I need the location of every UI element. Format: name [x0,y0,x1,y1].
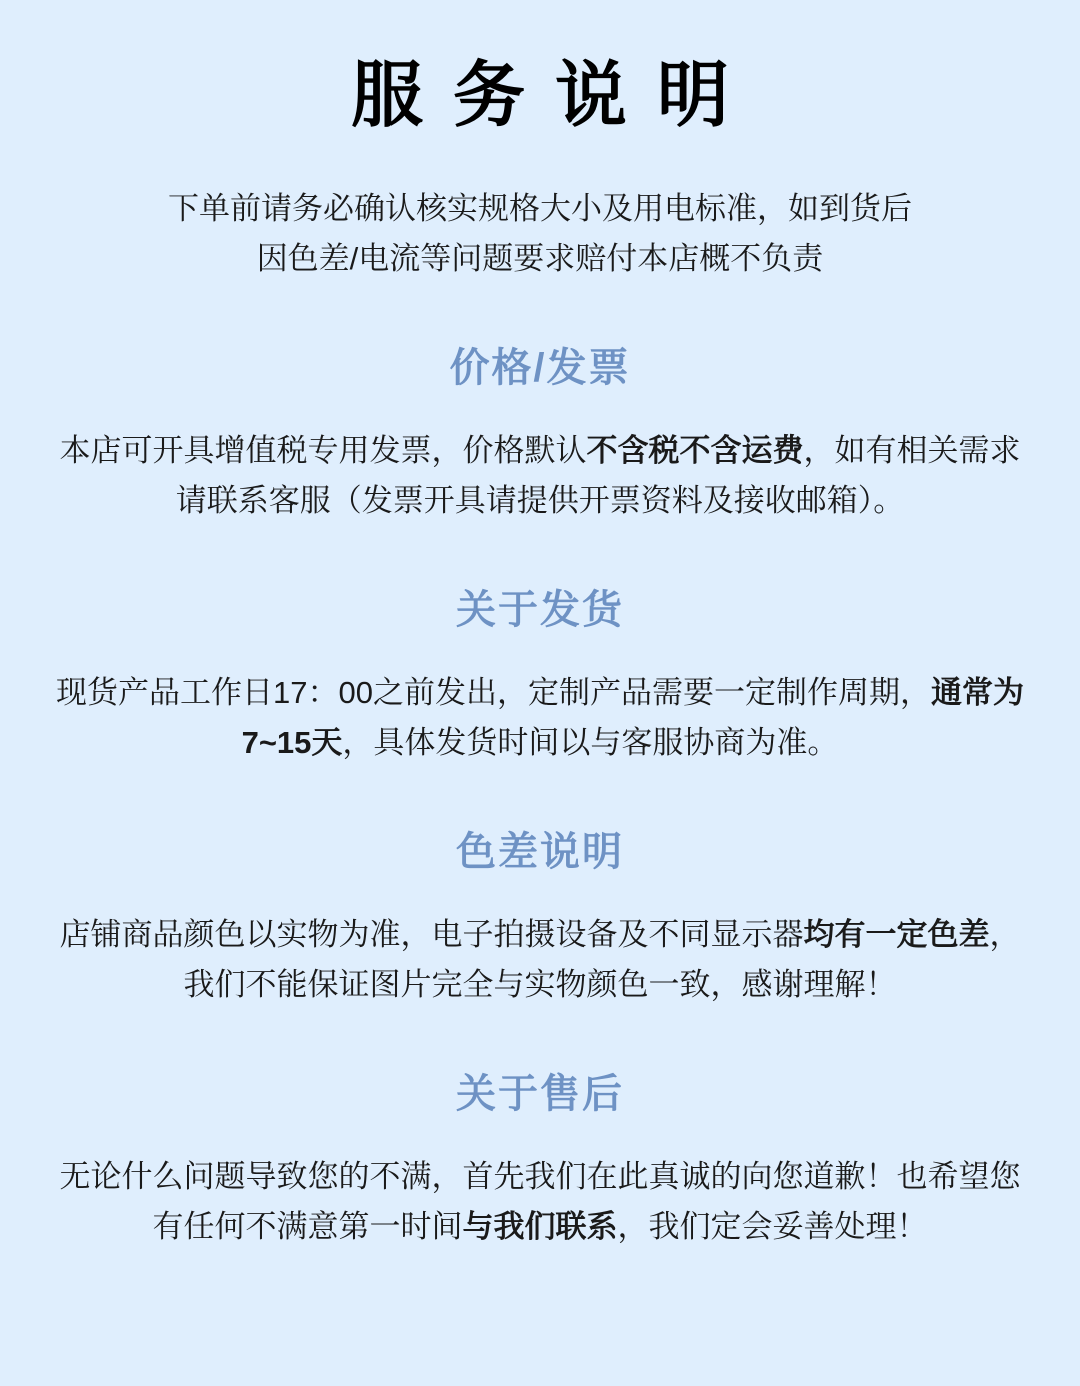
intro-text [54,184,1026,284]
body-text: ，如有相关需求请联系客服（发票开具请提供开票资料及接收邮箱）。 [175,433,1021,518]
section-body [54,426,1026,526]
page-title: 服务说明 [350,56,759,136]
body-text: 店铺商品颜色以实物为准，电子拍摄设备及不同显示器 [59,917,804,952]
body-text: ，具体发货时间以与客服协商为准。 [342,725,839,760]
section-shipping [54,582,1026,768]
body-text-emphasis: 不含税不含运费 [586,433,804,468]
section-after-sales [54,1066,1026,1252]
section-heading: 色差说明 [456,830,624,874]
section-heading: 价格/发票 [449,346,631,390]
body-text: 现货产品工作日17：00之前发出，定制产品需要一定制作周期， [56,675,931,710]
section-body [54,910,1026,1010]
section-color-difference [54,824,1026,1010]
section-heading: 关于售后 [456,1072,624,1116]
section-body [54,668,1026,768]
section-price-invoice [54,340,1026,526]
section-heading: 关于发货 [456,588,624,632]
body-text-emphasis: 与我们联系 [462,1209,618,1244]
body-text-emphasis: 均有一定色差 [803,917,990,952]
intro-line-1: 下单前请务必确认核实规格大小及用电标准，如到货后 [168,191,912,226]
section-body [54,1152,1026,1252]
body-text-emphasis: 通常为7~15天 [241,675,1024,760]
intro-line-2: 因色差/电流等问题要求赔付本店概不负责 [256,241,824,276]
body-text: 无论什么问题导致您的不满，首先我们在此真诚的向您道歉！也希望您有任何不满意第一时间 [59,1159,1021,1244]
body-text: ，我们不能保证图片完全与实物颜色一致，感谢理解！ [183,917,1021,1002]
body-text: ，我们定会妥善处理！ [617,1209,928,1244]
body-text: 本店可开具增值税专用发票，价格默认 [59,433,587,468]
